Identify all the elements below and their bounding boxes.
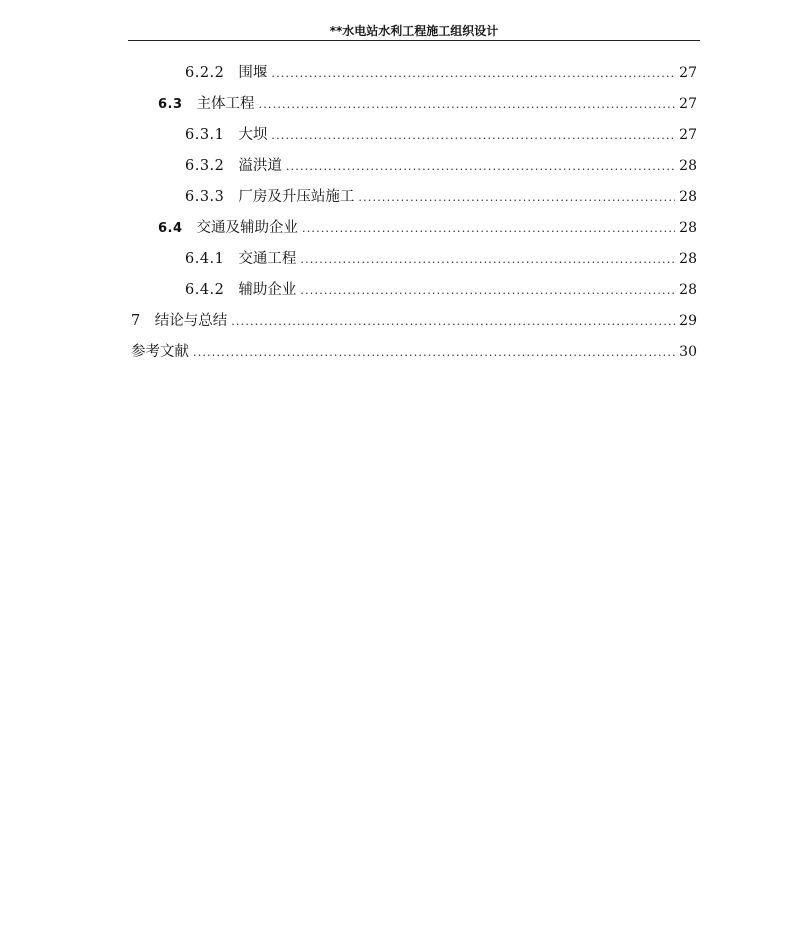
toc-entry-6-4[interactable] xyxy=(158,216,697,240)
dot-leader xyxy=(286,155,675,179)
toc-entry-title: 交通工程 xyxy=(238,251,297,267)
toc-entry-6-3-1[interactable] xyxy=(185,123,697,147)
dot-leader xyxy=(300,279,675,303)
toc-entry-page: 30 xyxy=(679,344,697,360)
toc-entry-6-2-2[interactable] xyxy=(185,61,697,85)
toc-entry-title: 结论与总结 xyxy=(154,313,228,329)
toc-entry-page: 27 xyxy=(679,96,697,112)
dot-leader xyxy=(302,217,675,241)
toc-entry-number: 6.3.2 xyxy=(185,158,225,174)
toc-entry-number: 6.3.3 xyxy=(185,189,225,205)
toc-entry-title: 参考文献 xyxy=(131,344,189,360)
dot-leader xyxy=(358,186,675,210)
toc-entry-6-3-2[interactable] xyxy=(185,154,697,178)
toc-entry-number: 6.3.1 xyxy=(185,127,225,143)
dot-leader xyxy=(231,310,675,334)
toc-entry-number: 6.2.2 xyxy=(185,65,225,81)
toc-entry-page: 28 xyxy=(679,220,697,236)
toc-entry-6-3[interactable] xyxy=(158,92,697,116)
header-rule xyxy=(128,40,700,41)
toc-entry-6-3-3[interactable] xyxy=(185,185,697,209)
toc-entry-title: 大坝 xyxy=(238,127,268,143)
toc-entry-page: 28 xyxy=(679,282,697,298)
toc-entry-number: 7 xyxy=(131,313,141,329)
page-header-title: **水电站水利工程施工组织设计 xyxy=(329,24,499,38)
toc-entry-page: 28 xyxy=(679,158,697,174)
dot-leader xyxy=(300,248,675,272)
toc-entry-title: 厂房及升压站施工 xyxy=(238,189,355,205)
toc-entry-title: 主体工程 xyxy=(196,96,255,112)
toc-entry-page: 29 xyxy=(679,313,697,329)
toc-entry-page: 28 xyxy=(679,189,697,205)
toc-entry-page: 28 xyxy=(679,251,697,267)
dot-leader xyxy=(193,341,675,365)
dot-leader xyxy=(271,62,675,86)
toc-entry-number: 6.3 xyxy=(158,97,183,112)
toc-entry-title: 围堰 xyxy=(238,65,268,81)
toc-entry-page: 27 xyxy=(679,127,697,143)
toc-entry-references[interactable] xyxy=(131,340,697,364)
toc-entry-number: 6.4.2 xyxy=(185,282,225,298)
dot-leader xyxy=(259,93,675,117)
toc-entry-number: 6.4.1 xyxy=(185,251,225,267)
toc-entry-title: 溢洪道 xyxy=(238,158,282,174)
toc-entry-6-4-1[interactable] xyxy=(185,247,697,271)
toc-entry-title: 辅助企业 xyxy=(238,282,297,298)
toc-entry-6-4-2[interactable] xyxy=(185,278,697,302)
toc-entry-number: 6.4 xyxy=(158,221,183,236)
toc-entry-title: 交通及辅助企业 xyxy=(196,220,299,236)
toc-entry-page: 27 xyxy=(679,65,697,81)
dot-leader xyxy=(271,124,675,148)
toc-entry-7[interactable] xyxy=(131,309,697,333)
